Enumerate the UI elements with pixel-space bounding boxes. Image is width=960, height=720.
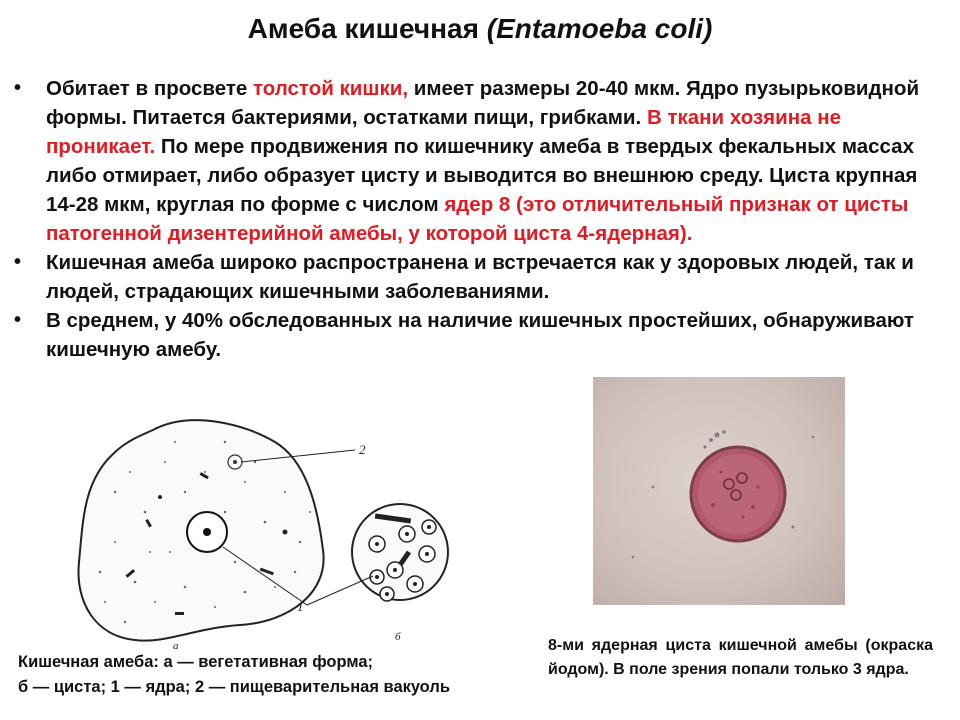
bullet-text [46,74,934,248]
text-run: Кишечная амеба широко распространена и встречается как у здоровых людей, так и людей, страдающих кишечными заболеваниями. [46,251,914,303]
cyst-micrograph [593,377,845,605]
text-run: Обитает в просвете [46,77,253,100]
amoeba-illustration [55,402,505,652]
label-b: б [395,631,401,643]
highlight-run: В ткани хозяина не проникает. [46,106,841,158]
label-a: а [173,640,179,652]
title-latin: (Entamoeba coli) [486,13,713,44]
title-main: Амеба кишечная [247,13,479,44]
caption-line: б — циста; 1 — ядра; 2 — пищеварительная вакуоль [18,678,450,696]
bullet-item [14,248,934,306]
highlight-run: ядер 8 (это отличительный признак от цисты патогенной дизентерийной амебы, у которой циста 4-ядерная). [46,193,909,245]
photo-caption: 8-ми ядерная циста кишечной амебы (окраска йодом). В поле зрения попали только 3 ядра. [548,637,933,678]
caption-line: Кишечная амеба: а — вегетативная форма; [18,653,374,671]
bullet-item [14,74,934,248]
bullet-item [14,306,934,364]
micrograph-photo [593,377,845,605]
bullet-list [14,74,934,364]
bullet-text [46,306,934,364]
cyst [352,504,448,601]
label-1: 1 [297,599,304,614]
text-run: имеет размеры 20-40 мкм. Ядро пузырьковидной формы. Питается бактериями, остатками пищи, грибками. [46,77,920,129]
slide-title [0,12,960,46]
bullet-text [46,248,934,306]
bullet-marker: • [14,309,22,331]
highlight-run: толстой кишки, [252,77,409,100]
bullet-marker: • [14,77,22,99]
label-2: 2 [359,442,366,457]
text-run: В среднем, у 40% обследованных на наличие кишечных простейших, обнаруживают кишечную амебу. [46,309,914,361]
text-run: По мере продвижения по кишечнику амеба в твердых фекальных массах либо отмирает, либо образует цисту и выводится во внешнюю среду. Циста крупная 14-28 мкм, круглая по форме с числом [46,135,918,216]
trophozoite-nucleus [187,512,227,552]
illustration-caption [18,650,518,700]
bullet-marker: • [14,251,22,273]
